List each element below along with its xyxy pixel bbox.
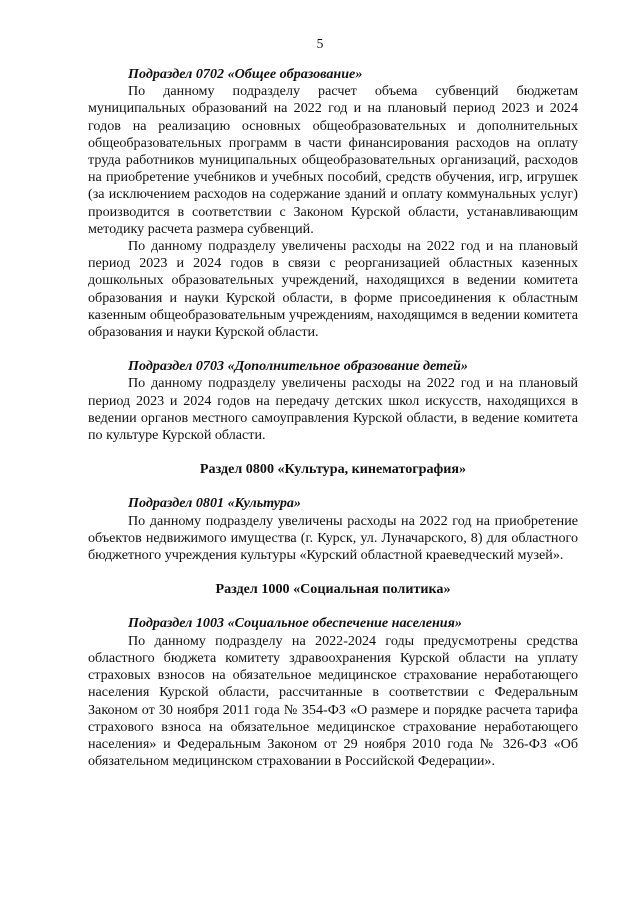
subsection-0703-heading: Подраздел 0703 «Дополнительное образование детей» [128, 358, 468, 375]
spacer [88, 598, 578, 615]
subsection-0702-heading: Подраздел 0702 «Общее образование» [128, 66, 363, 82]
spacer [88, 341, 578, 358]
page-number: 5 [316, 36, 324, 51]
subsection-1003-paragraph: По данному подразделу на 2022-2024 годы предусмотрены средства областного бюджета комитету здравоохранения Курской области на уплату страховых взносов на обязательное медицинское страхование неработающего населения Курской области, рассчитанные в соответствии с Федеральным Законом от 30 ноября 2011 года № 354-ФЗ «О размере и порядке расчета тарифа страхового взноса на обязательное медицинское страхование неработающего населения» и Федеральным Законом от 29 ноября 2010 года № 326-ФЗ «Об обязательном медицинском страховании в Российской Федерации». [88, 632, 578, 770]
spacer [88, 478, 578, 495]
section-1000-title: Раздел 1000 «Социальная политика» [215, 581, 451, 598]
subsection-0801-heading: Подраздел 0801 «Культура» [128, 495, 301, 512]
subsection-0702-paragraph-2: По данному подразделу увеличены расходы на 2022 год и на плановый период 2023 и 2024 годов в связи с реорганизацией областных казенных дошкольных образовательных учреждений, находящихся в ведении комитета образования и науки Курской области, в форме присоединения к областным казенным общеобразовательным учреждениям, находящимся в ведении комитета образования и науки Курской области. [88, 238, 578, 341]
spacer [88, 444, 578, 461]
document-body [88, 66, 578, 770]
subsection-1003-heading: Подраздел 1003 «Социальное обеспечение населения» [128, 615, 462, 632]
section-0800-title: Раздел 0800 «Культура, кинематография» [199, 461, 467, 478]
spacer [88, 564, 578, 581]
subsection-0703-paragraph: По данному подразделу увеличены расходы на 2022 год и на плановый период 2023 и 2024 годов на передачу детских школ искусств, находящихся в ведении органов местного самоуправления Курской области, в ведение комитета по культуре Курской области. [88, 375, 578, 444]
subsection-0702-paragraph-1: По данному подразделу расчет объема субвенций бюджетам муниципальных образований на 2022 год и на плановый период 2023 и 2024 годов на реализацию основных общеобразовательных и дополнительных общеобразовательных программ в части финансирования расходов на оплату труда работников муниципальных общеобразовательных организаций, расходов на приобретение учебников и учебных пособий, средств обучения, игр, игрушек (за исключением расходов на содержание зданий и оплату коммунальных услуг) производится в соответствии с Законом Курской области, устанавливающим методику расчета размера субвенций. [88, 83, 578, 237]
subsection-0801-paragraph: По данному подразделу увеличены расходы на 2022 год на приобретение объектов недвижимого имущества (г. Курск, ул. Луначарского, 8) для областного бюджетного учреждения культуры «Курский областной краеведческий музей». [88, 512, 578, 564]
